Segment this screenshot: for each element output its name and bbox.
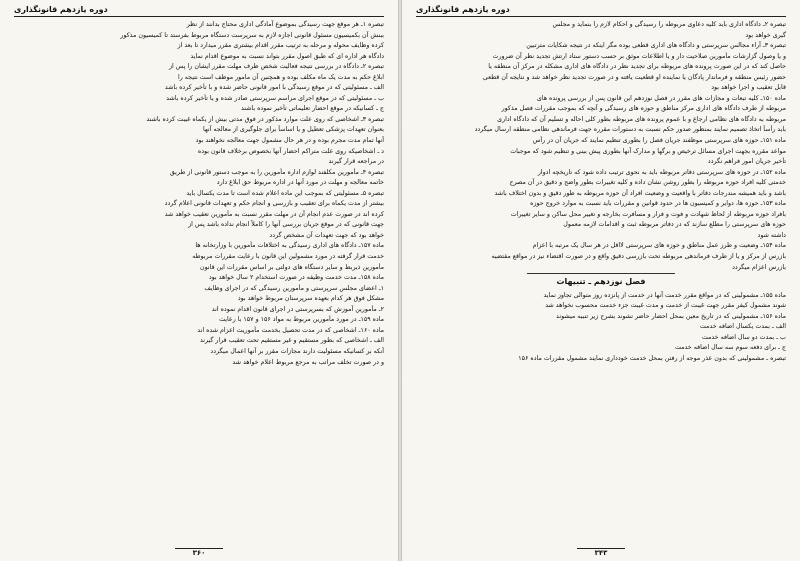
text-line: الف ـ اشخاصی که بطور مستقیم و غیر مستقیم تحت تعقیب قرار گیرند (199, 337, 384, 345)
section-title: فصل نوزدهم ـ تنبیهات (556, 277, 646, 287)
text-line: بازرس اعزام میگردد (732, 263, 786, 271)
left-running-head: دوره یازدهم قانونگذاری (14, 4, 384, 17)
text-line: ماده ۱۵۰ـ کلیه تبعات و مجازات های مقرر در فصل نوزدهم این قانون پس از بررسی پرونده های (536, 94, 786, 102)
text-line: کرده وظایف محوله و مرحله به ترتیب مقرر اقدام بیشتری مقرر میدارد تا بعد از (177, 42, 384, 50)
text-line: تبصره ۴ـ مأمورین مکلفند لوازم اداره مأمورین را به موجب دستور قانونی از طریق (169, 168, 384, 176)
text-line: تبصره ۳ـ اشخاصی که روی علت موارد مذکور در فوق مدتی بیش از یکماه غیبت کرده باشند (146, 115, 384, 123)
text-line: ماده ۱۵۶ـ مشمولینی که در تاریخ معین بمحل احضار حاضر نشوند بشرح زیر تنبیه میشوند (556, 312, 786, 320)
text-line: گیری خواهد بود (745, 31, 786, 39)
left-page-body (14, 20, 384, 368)
text-line: حضور رئیس منطقه و فرماندار پادگان یا نماینده او قطعیت یافته و در صورت تجدید نظر خواهد شد و نتایجه آن قطعی (482, 73, 786, 81)
text-line: ماده ۱۵۴ـ وضعیت و طرز عمل مناطق و حوزه های سرپرستی لااقل در هر سال یک مرتبه با اعزام (532, 242, 786, 250)
right-page (402, 0, 800, 561)
text-line: ماده ۱۵۱ـ حوزه های سرپرستی موظفند جریان فصل را بطوری تنظیم نمایند که جریان آن در رأس (532, 137, 786, 145)
text-line: و در صورت تخلف مراتب به مرجع مربوط اعلام خواهد شد (232, 358, 384, 366)
text-line: حاصل کند که در این صورت پرونده های مربوطه برای تجدید نظر در دادگاه های اداری مشکله در مرکز آن منطقه یا (488, 63, 786, 71)
text-line: ماده ۱۵۵ـ مشمولینی که در مواقع مقرر خدمت آنها در خدمت از پانزده روز متوالی تجاوز نماید (543, 291, 786, 299)
text-line: تأخیر جریان امور فراهم نگردد (707, 158, 786, 166)
text-line: مربوطه از طرف دادگاه های اداری مرکز مناطق و حوزه های رسیدگی و آنچه که بموجب مقررات فصل مذکور (501, 105, 786, 113)
text-line: ماده ۱۶۰ـ اشخاصی که در مدت تحصیل بخدمت مأموریت اعزام شده اند (197, 326, 384, 334)
text-line: ۱ـ اعضای مجلس سرپرستی و مأمورین رسیدگی که در اجرای وظایف (204, 284, 384, 292)
text-line: باید رأساً اتخاذ تصمیم نمایند بمنظور صدور حکم نسبت به دستورات مقرره جهت فرماندهی نظامی منطقه ارسال میگردد (474, 126, 786, 134)
text-line: بازرس از مرکز و یا از طرف فرماندهی مربوطه تحت بازرسی دقیق واقع و در صورت اقتضاء نیز در مواقع مقتضیه (491, 253, 786, 261)
text-line: ب ـ بمدت دو سال اضافه خدمت (701, 333, 786, 341)
left-page-number: ۳۶۰ (0, 549, 398, 557)
right-page-number: ۳۴۳ (402, 549, 800, 557)
text-line: داشته شود (757, 231, 786, 239)
right-running-head: دوره یازدهم قانونگذاری (416, 4, 786, 17)
section-rule (527, 273, 675, 274)
text-line: ببنش آن بکمیسیون مسئول قانونی اجازه لازم به سرپرست دستگاه مربوط بفرستد تا کمیسیون مذکور (120, 31, 384, 39)
text-line: تبصره ۲ـ دادگاه اداری باید کلیه دعاوی مربوطه را رسیدگی و احکام لازم را بنماید و مجلس (552, 21, 786, 28)
text-line: د ـ اشخاصیکه روی علت متراکم احضار آنها بخصوص برخلاف قانون بوده (197, 147, 384, 155)
text-line: شوند مشمول کیفر مقرر جهت غیبت از خدمت و مدت غیبت جزء خدمت محسوب نخواهد شد (545, 302, 786, 310)
text-line: ماده ۱۵۹ـ در مورد مأمورین مربوط به مواد ۱۵۶ و ۱۵۷ با رعایت (219, 316, 384, 324)
text-line: خاتمه معالجه و مهلت در مورد آنها در اداره مربوط حق ابلاغ دارد (216, 179, 384, 187)
text-line: مأمورین ذیربط و سایر دستگاه های دولتی بر اساس مقررات این قانون (200, 263, 384, 271)
text-line: تبصره ـ مشمولینی که بدون عذر موجه از رفتن بمحل خدمت خودداری نمایند مشمول مقررات ماده ۱۵۶ (518, 354, 786, 362)
text-line: ماده ۱۵۸ـ مدت خدمت وظیفه در صورت استخدام ۲ سال خواهد بود (208, 274, 384, 282)
text-line: بعنوان تعهدات پزشکی تعطیل و یا اساساً برای جلوگیری از معالجه آنها (203, 126, 384, 134)
text-line: تبصره ۵ـ مسئولیتی که بموجب این ماده اعلام شده است تا مدت یکسال باید (186, 189, 384, 197)
text-line: ماده ۱۵۷ـ دادگاه های اداری رسیدگی به اختلافات مأمورین با وزارتخانه ها (195, 242, 384, 250)
text-line: مواعد مقرره بجهت اجرای مسائل ترخیص و برگها و مدارک آنها بطوری پیش بینی و تنظیم شود که موجبات (510, 147, 786, 155)
left-page (0, 0, 398, 561)
text-line: آنکه بر کسانیکه مسئولیت دارند مجازات مقرر بر آنها اعمال میگردد (210, 347, 384, 355)
text-line: در مراجعه قرار گیرند (328, 158, 384, 166)
text-line: تبصره ۲ـ دادگاه در بررسی نتیجه فعالیت شخص ظرف مهلت مقرر ایشان را پس از (168, 63, 384, 71)
text-line: خدمت قرار گرفته در مورد مشمولین این قانون با رعایت مقررات مربوطه (192, 253, 384, 261)
text-line: ج ـ کسانیکه در موقع احضار تعلیماتی تأخیر نموده باشند (240, 105, 384, 113)
text-line: خدمتی کلیه افراد حوزه مربوطه را بطور روشن نشان داده و کلیه تغییرات بطور واضح و دقیق در آن مصرح (509, 179, 786, 187)
text-line: قابل تعقیب و اجرا خواهد بود (711, 84, 786, 92)
text-line: بیشتر از مدت یکماه برای تعقیب و بازرسی و انجام حکم و تعهدات قانونی اعلام گردد (164, 200, 384, 208)
text-line: باشد و باید همیشه مندرجات دفاتر با واقعیت و وضعیت افراد آن حوزه مربوطه به طور دقیق و بدون اختلاف باشد (494, 189, 786, 197)
text-line: مشکل فوق هر کدام بعهده سرپرستان مربوط خواهد بود (237, 295, 384, 303)
text-line: تبصره ۳ـ آراء مجالس سرپرستی و دادگاه های اداری قطعی بوده مگر اینکه در نتیجه شکایات مترتبین (526, 42, 786, 50)
text-line: الف ـ بمدت یکسال اضافه خدمت (699, 323, 786, 331)
text-line: آنها تمام مدت مجرم بوده و در هر حال مشمول جهت معالجه نخواهند بود (195, 137, 384, 145)
text-line: الف ـ مسئولیتی که در موقع رسیدگی با امور قانونی حاضر شده و با تأخیر کرده باشد (164, 84, 384, 92)
text-line: و یا وصول گزارشات مأمورین صلاحیت دار و یا اطلاعات موثق بر حسب دستور ستاد ارتش تجدید نظر آن ضرورت (492, 52, 786, 60)
text-line: مربوطه به دادگاه های نظامی ارجاع و با عموم پرونده های مربوطه بطور کلی احاله و تسلیم آن که دادگاه اداری (497, 115, 786, 123)
right-page-body (416, 20, 786, 365)
text-line: ج ـ برای دفعه سوم سه سال اضافه خدمت (674, 344, 786, 352)
text-line: کرده اند در صورت عدم انجام آن در مهلت مقرر نسبت به مأمورین تعقیب خواهد شد (164, 210, 384, 218)
text-line: دادگاه هر اداره ای که طبق اصول مقرر بتواند نسبت به موضوع اقدام نماید (190, 52, 384, 60)
text-line: حوزه های سرپرستی را مطلع سازند که در دفاتر مربوطه ثبت و اقدامات لازمه معمول (563, 221, 786, 229)
text-line: خواهد بود که جهت تعهدات آن مشخص گردد (269, 231, 384, 239)
text-line: تبصره ۱ـ هر موقع جهت رسیدگی بموضوع آمادگی اداری محتاج بدانند از نظر (186, 21, 384, 28)
text-line: ۲ـ مأمورین آموزش که بسرپرستی در اجرای قانون اقدام نموده اند (211, 305, 384, 313)
text-line: ماده ۱۵۳ـ حوزه ها، دوایر و کمیسیون ها در حدود قوانین و مقررات باید نسبت به موارد خروج حوزه (530, 200, 786, 208)
text-line: ب ـ مسئولیتی که در موقع اجرای مراسم سرپرستی صادر شده و یا تأخیر کرده باشد (166, 94, 384, 102)
text-line: جهت قانونی که در موقع جریان بررسی آنها را کاملاً انجام نداده باشد پس از (188, 221, 384, 229)
text-line: ماده ۱۵۲ـ در حوزه های سرپرستی دفاتر مربوطه باید به نحوی ترتیب داده شود که تاریخچه ادوار (537, 168, 786, 176)
text-line: ابلاغ حکم به مدت یک ماه مکلف بوده و همچنین آن مامور موظف است نتیجه را (177, 73, 384, 81)
text-line: بافراد حوزه مربوطه از لحاظ شهادت و فوت و فرار و مسافرت بخارجه و تغییر محل ساکن و سایر تغییرات (510, 210, 786, 218)
